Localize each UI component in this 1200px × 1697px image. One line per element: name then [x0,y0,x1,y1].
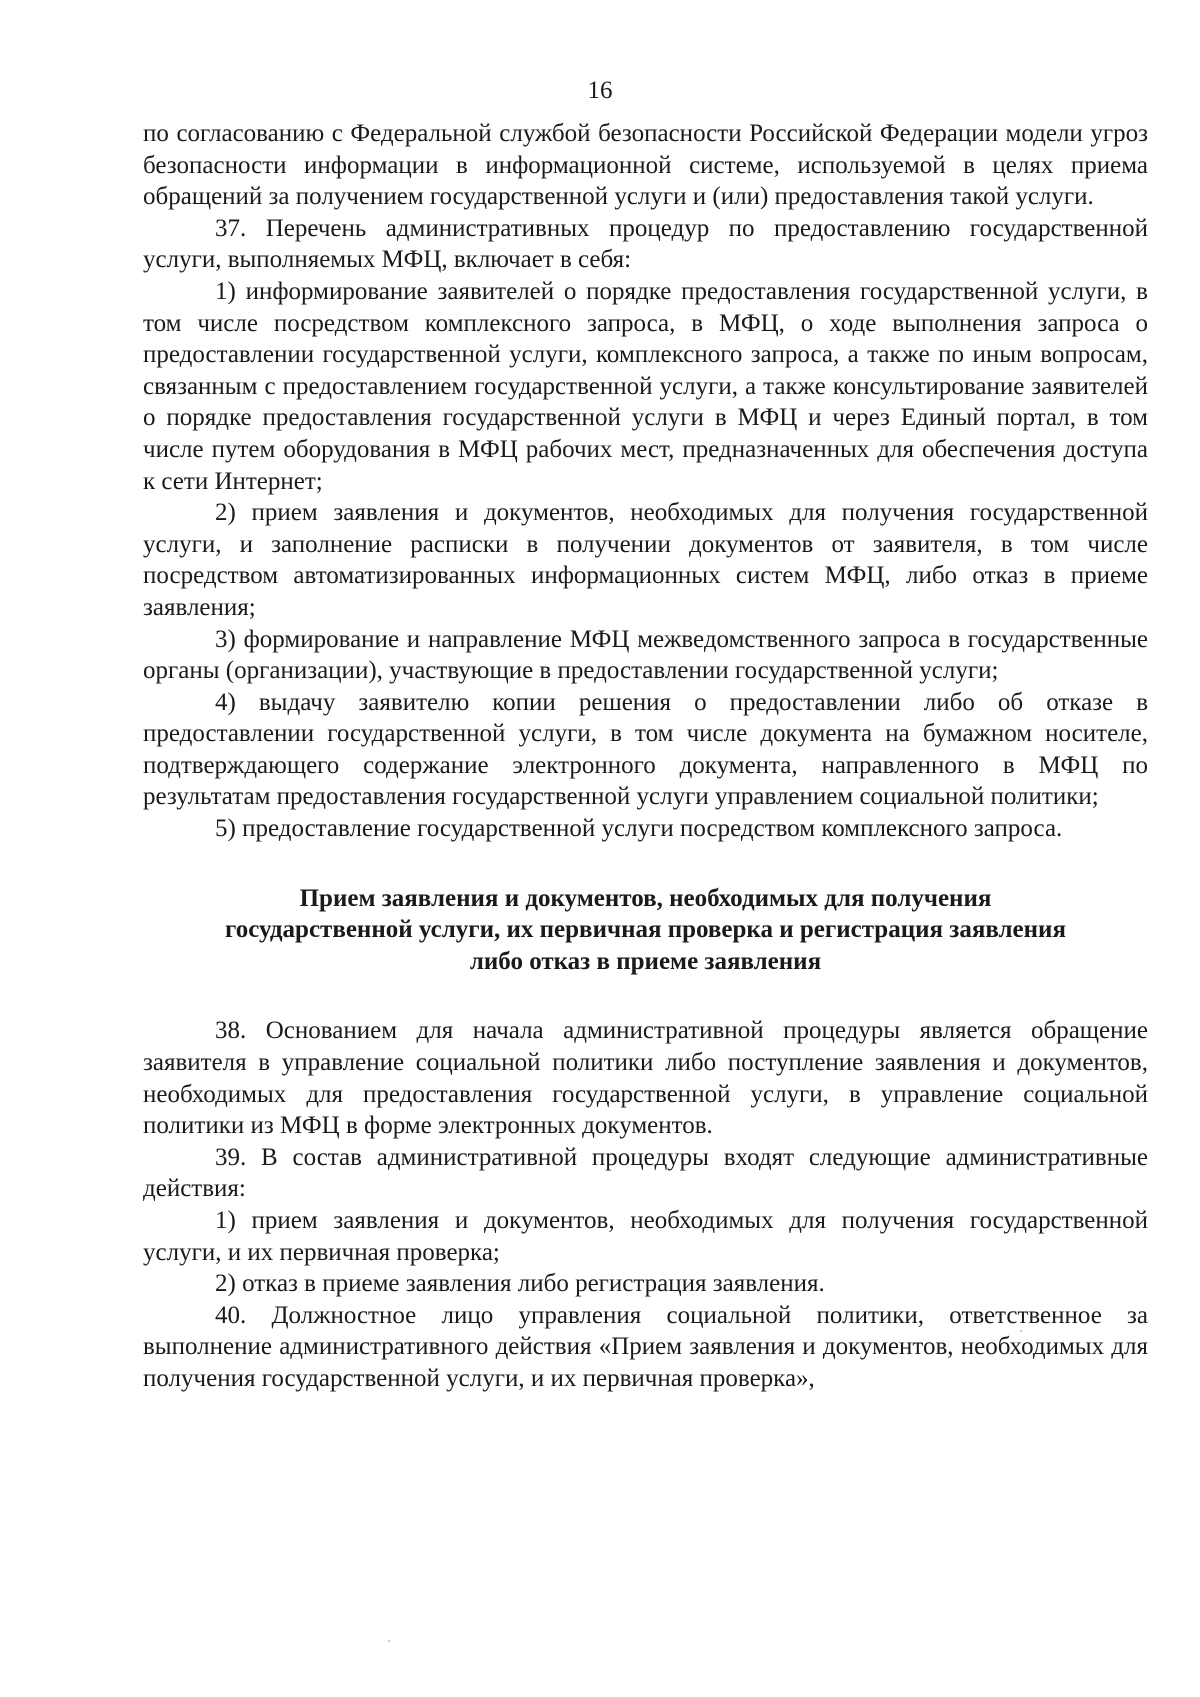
page-number: 16 [587,77,613,104]
list-item-37-2: 2) прием заявления и документов, необходимых для получения государственной услуги, и заполнение расписки в получении документов от заявителя, в том числе посредством автоматизированных информационных систем МФЦ, либо отказ в приеме заявления; [143,499,1148,621]
paragraph-item-37: 37. Перечень административных процедур по предоставлению государственной услуги, выполняемых МФЦ, включает в себя: [143,214,1148,274]
list-item-37-1: 1) информирование заявителей о порядке предоставления государственной услуги, в том числе посредством комплексного запроса, в МФЦ, о ходе выполнения запроса о предоставлении государственной услуги, комплексного запроса, а также по иным вопросам, связанным с предоставлением государственной услуги, а также консультирование заявителей о порядке предоставления государственной услуги в МФЦ и через Единый портал, в том числе путем оборудования в МФЦ рабочих мест, предназначенных для обеспечения доступа к сети Интернет; [143,277,1148,495]
list-item-39-1: 1) прием заявления и документов, необходимых для получения государственной услуги, и их первичная проверка; [143,1207,1148,1266]
section-heading [143,883,1148,978]
paragraph-item-40: 40. Должностное лицо управления социальной политики, ответственное за выполнение административного действия «Прием заявления и документов, необходимых для получения государственной услуги, и их первичная проверка», [143,1301,1148,1392]
list-item-37-5: 5) предоставление государственной услуги посредством комплексного запроса. [215,815,1063,843]
document-body [143,118,1148,1395]
paragraph-item-38: 38. Основанием для начала административной процедуры является обращение заявителя в управление социальной политики либо поступление заявления и документов, необходимых для предоставления государственной услуги, в управление социальной политики из МФЦ в форме электронных документов. [143,1017,1148,1140]
section-heading-line-2: государственной услуги, их первичная проверка и регистрация заявления [224,916,1066,944]
list-item-37-3: 3) формирование и направление МФЦ межведомственного запроса в государственные органы (организации), участвующие в предоставлении государственной услуги; [143,625,1148,685]
section-heading-line-1: Прием заявления и документов, необходимых для получения [299,884,992,912]
list-item-37-4: 4) выдачу заявителю копии решения о предоставлении либо об отказе в предоставлении государственной услуги, в том числе документа на бумажном носителе, подтверждающего содержание электронного документа, направленного в МФЦ по результатам предоставления государственной услуги управлением социальной политики; [143,688,1148,811]
scan-speck [388,1640,390,1642]
list-item-39-2: 2) отказ в приеме заявления либо регистрация заявления. [215,1270,825,1298]
paragraph-item-39: 39. В состав административной процедуры входят следующие административные действия: [143,1143,1148,1203]
section-heading-line-3: либо отказ в приеме заявления [469,947,822,975]
paragraph-continuation: по согласованию с Федеральной службой безопасности Российской Федерации модели угроз безопасности информации в информационной системе, используемой в целях приема обращений за получением государственной услуги и (или) предоставления такой услуги. [143,120,1148,211]
scan-speck [1020,1330,1022,1332]
